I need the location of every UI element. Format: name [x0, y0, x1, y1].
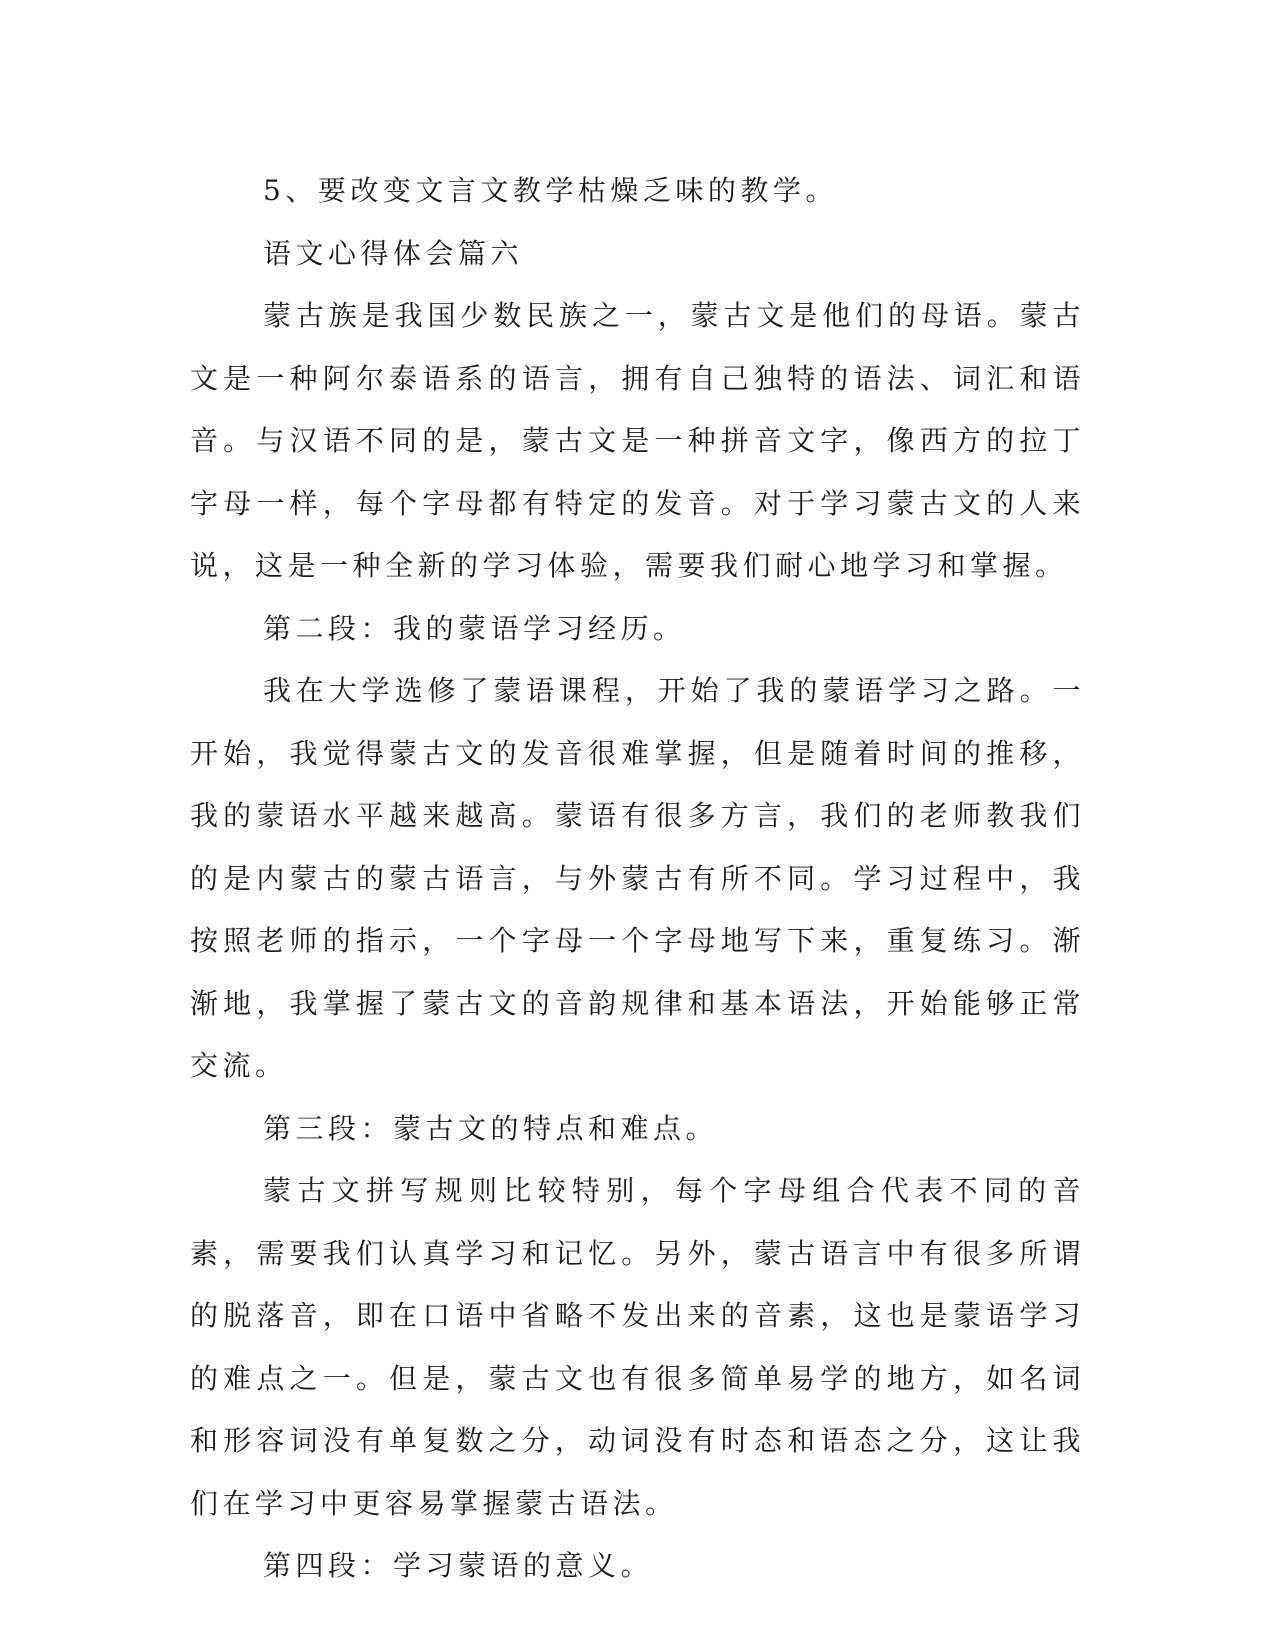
section-heading: 第二段：我的蒙语学习经历。 [263, 611, 686, 645]
paragraph-item: 我在大学选修了蒙语课程，开始了我的蒙语学习之路。一开始，我觉得蒙古文的发音很难掌握，但是随着时间的推移，我的蒙语水平越来越高。蒙语有很多方言，我们的老师教我们的是内蒙古的蒙古语言，与外蒙古有所不同。学习过程中，我按照老师的指示，一个字母一个字母地写下来，重复练习。渐渐地，我掌握了蒙古文的音韵规律和基本语法，开始能够正常交流。 [190, 674, 1085, 1082]
paragraph-item: 5、要改变文言文教学枯燥乏味的教学。 [263, 174, 838, 207]
document-body [190, 160, 1085, 1598]
section-heading: 第三段：蒙古文的特点和难点。 [263, 1111, 719, 1145]
paragraph-item: 蒙古文拼写规则比较特别，每个字母组合代表不同的音素，需要我们认真学习和记忆。另外，蒙古语言中有很多所谓的脱落音，即在口语中省略不发出来的音素，这也是蒙语学习的难点之一。但是，蒙古文也有很多简单易学的地方，如名词和形容词没有单复数之分，动词没有时态和语态之分，这让我们在学习中更容易掌握蒙古语法。 [190, 1174, 1085, 1520]
section-heading: 语文心得体会篇六 [263, 236, 524, 270]
paragraph-item: 蒙古族是我国少数民族之一，蒙古文是他们的母语。蒙古文是一种阿尔泰语系的语言，拥有自己独特的语法、词汇和语音。与汉语不同的是，蒙古文是一种拼音文字，像西方的拉丁字母一样，每个字母都有特定的发音。对于学习蒙古文的人来说，这是一种全新的学习体验，需要我们耐心地学习和掌握。 [190, 299, 1085, 582]
section-heading: 第四段：学习蒙语的意义。 [263, 1549, 654, 1582]
